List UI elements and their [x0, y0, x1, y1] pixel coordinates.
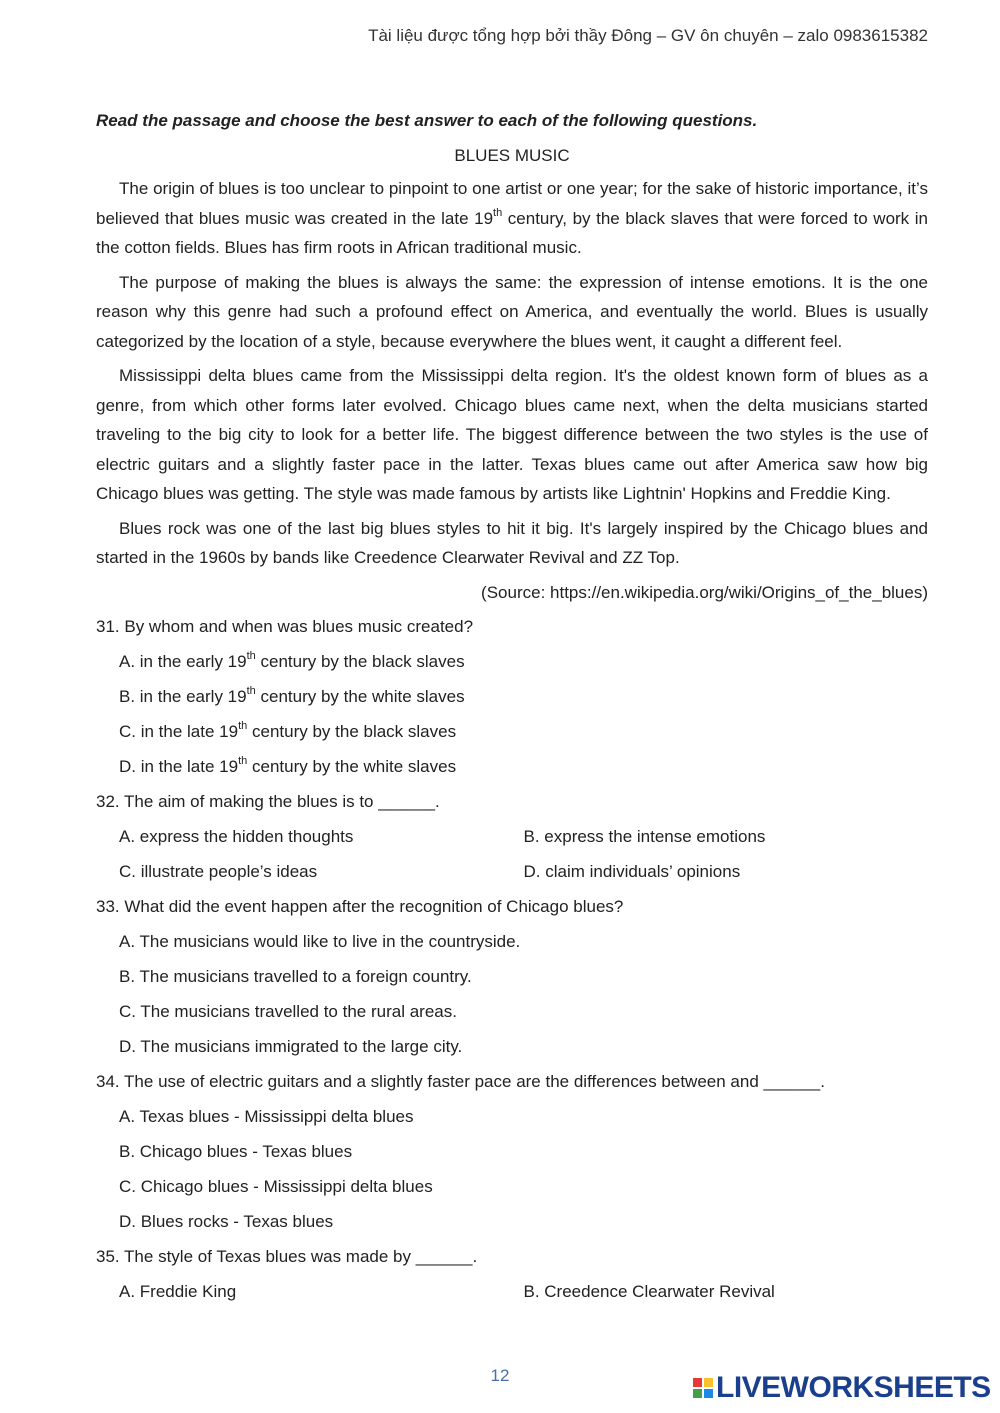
- passage-paragraph-2: The purpose of making the blues is always the same: the expression of intense emotions. It is the one reason why this genre had such a profound effect on America, and eventually the world. Blues is usually categorized by the location of a style, because everywhere the blues went, it caught a different feel.: [96, 272, 928, 351]
- q34-option-d[interactable]: D. Blues rocks - Texas blues: [119, 1212, 334, 1231]
- q33-option-d[interactable]: D. The musicians immigrated to the large city.: [119, 1037, 463, 1056]
- question-34: 34. The use of electric guitars and a slightly faster pace are the differences between and ______.: [96, 1072, 825, 1091]
- q33-option-c[interactable]: C. The musicians travelled to the rural areas.: [119, 1002, 457, 1021]
- logo-square-green: [693, 1389, 702, 1398]
- q31-a-rest: century by the black slaves: [255, 652, 465, 671]
- q31-c-rest: century by the black slaves: [247, 722, 457, 741]
- q34-option-a[interactable]: A. Texas blues - Mississippi delta blues: [119, 1107, 414, 1126]
- q35-option-b[interactable]: B. Creedence Clearwater Revival: [523, 1282, 775, 1301]
- q32-option-b[interactable]: B. express the intense emotions: [523, 827, 766, 846]
- p1-superscript: th: [493, 206, 503, 219]
- q31-a-text: A. in the early 19: [119, 652, 247, 671]
- q31-option-c[interactable]: [119, 717, 928, 747]
- q31-d-rest: century by the white slaves: [247, 757, 457, 776]
- q31-d-sup: th: [238, 755, 248, 768]
- q31-option-b[interactable]: [119, 682, 928, 712]
- instruction: Read the passage and choose the best answer to each of the following questions.: [96, 111, 758, 130]
- q33-option-b[interactable]: B. The musicians travelled to a foreign country.: [119, 967, 472, 986]
- logo-square-yellow: [704, 1378, 713, 1387]
- q31-option-a[interactable]: [119, 647, 928, 677]
- logo-square-red: [693, 1378, 702, 1387]
- passage-title: BLUES MUSIC: [454, 145, 570, 165]
- page-number: 12: [490, 1366, 510, 1385]
- q35-option-a[interactable]: A. Freddie King: [119, 1282, 237, 1301]
- q31-b-text: B. in the early 19: [119, 687, 247, 706]
- q31-c-text: C. in the late 19: [119, 722, 239, 741]
- question-32: 32. The aim of making the blues is to ______.: [96, 792, 440, 811]
- question-33: 33. What did the event happen after the recognition of Chicago blues?: [96, 897, 624, 916]
- q32-row-1: [119, 822, 928, 852]
- liveworksheets-logo[interactable]: [693, 1371, 991, 1405]
- logo-mark-icon: [693, 1378, 713, 1398]
- q34-option-c[interactable]: C. Chicago blues - Mississippi delta blues: [119, 1177, 433, 1196]
- q34-option-b[interactable]: B. Chicago blues - Texas blues: [119, 1142, 353, 1161]
- question-35: 35. The style of Texas blues was made by ______.: [96, 1247, 478, 1266]
- q32-option-c[interactable]: C. illustrate people’s ideas: [119, 862, 318, 881]
- q32-option-a[interactable]: A. express the hidden thoughts: [119, 827, 354, 846]
- passage-source: (Source: https://en.wikipedia.org/wiki/Origins_of_the_blues): [481, 582, 928, 602]
- q31-d-text: D. in the late 19: [119, 757, 239, 776]
- q31-a-sup: th: [246, 650, 256, 663]
- passage-paragraph-4: Blues rock was one of the last big blues styles to hit it big. It's largely inspired by the Chicago blues and started in the 1960s by bands like Creedence Clearwater Revival and ZZ Top.: [96, 518, 928, 567]
- q31-b-rest: century by the white slaves: [255, 687, 465, 706]
- passage-paragraph-3: Mississippi delta blues came from the Mississippi delta region. It's the oldest known form of blues as a genre, from which other forms later evolved. Chicago blues came next, when the delta musicians started traveling to the big city to look for a better life. The biggest difference between the two styles is the use of electric guitars and a slightly faster pace in the latter. Texas blues came out after America saw how big Chicago blues was getting. The style was made famous by artists like Lightnin' Hopkins and Freddie King.: [96, 366, 928, 503]
- q31-option-d[interactable]: [119, 752, 928, 782]
- p1-text-start: The origin of blues is too unclear to pinpoint to one artist or one year; for the sake of historic importance, it’s believed that blues music was created in the late 19: [96, 179, 928, 228]
- q33-option-a[interactable]: A. The musicians would like to live in the countryside.: [119, 932, 521, 951]
- p1-text-end: century, by the black slaves that were forced to work in the cotton fields. Blues has firm roots in African traditional music.: [96, 208, 928, 257]
- logo-text: LIVEWORKSHEETS: [716, 1371, 991, 1404]
- q32-row-2: [119, 857, 928, 887]
- page-header: Tài liệu được tổng hợp bởi thầy Đông – GV ôn chuyên – zalo 0983615382: [368, 26, 928, 45]
- logo-square-blue: [704, 1389, 713, 1398]
- passage-paragraph-1: [96, 174, 928, 263]
- q35-row-1: [119, 1277, 928, 1307]
- q31-c-sup: th: [238, 720, 248, 733]
- q32-option-d[interactable]: D. claim individuals’ opinions: [523, 862, 741, 881]
- question-31: 31. By whom and when was blues music created?: [96, 617, 474, 636]
- worksheet-content: [96, 106, 928, 1312]
- q31-b-sup: th: [246, 685, 256, 698]
